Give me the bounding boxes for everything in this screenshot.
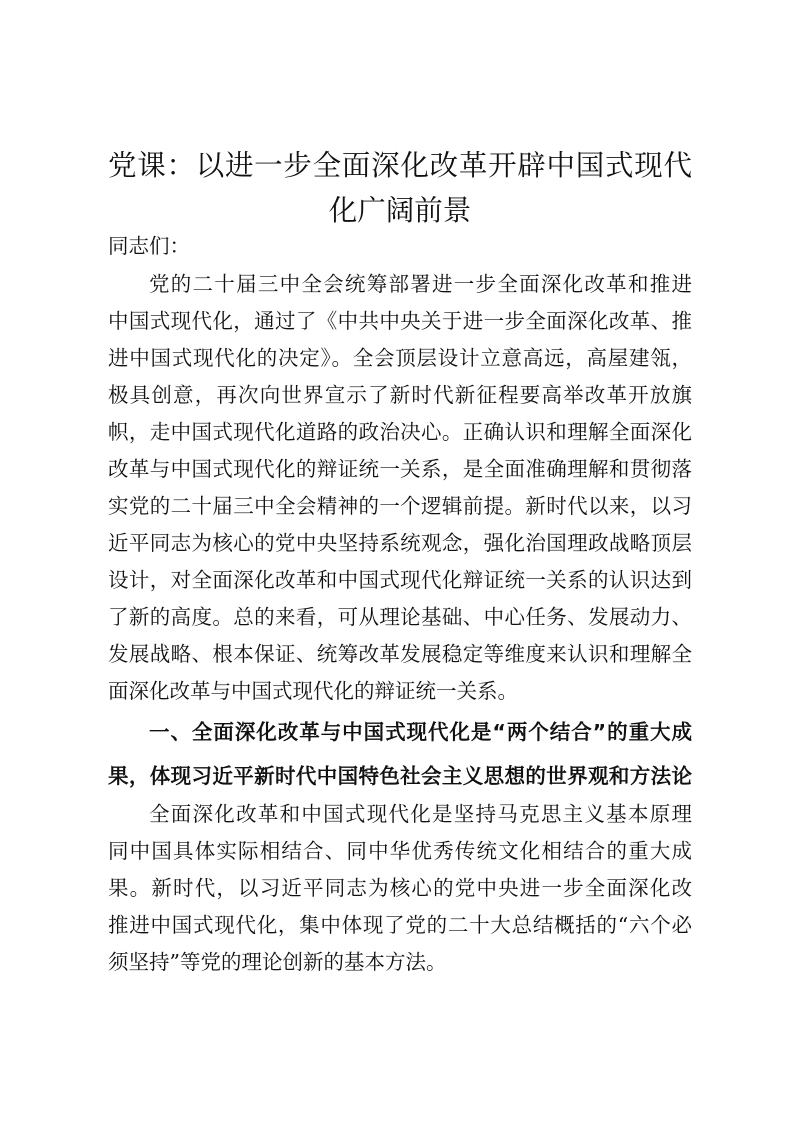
paragraph-line: 面深化改革与中国式现代化的辩证统一关系。 [108, 679, 518, 703]
heading-line: 果，体现习近平新时代中国特色社会主义思想的世界观和方法论 [108, 764, 692, 788]
paragraph-line: 果。新时代，以习近平同志为核心的党中央进一步全面深化改 [108, 876, 692, 900]
section-heading-1 [108, 710, 692, 798]
heading-line: 一、全面深化改革与中国式现代化是“两个结合”的重大成 [149, 720, 692, 744]
page-title [108, 143, 692, 233]
paragraph-line: 进中国式现代化的决定》。全会顶层设计立意高远，高屋建瓴， [108, 346, 692, 370]
paragraph-1 [108, 266, 692, 710]
paragraph-line: 同中国具体实际相结合、同中华优秀传统文化相结合的重大成 [108, 839, 692, 863]
title-line: 党课：以进一步全面深化改革开辟中国式现代 [108, 149, 692, 182]
paragraph-line: 了新的高度。总的来看，可从理论基础、中心任务、发展动力、 [108, 605, 692, 629]
paragraph-line: 发展战略、根本保证、统筹改革发展稳定等维度来认识和理解全 [108, 642, 692, 666]
paragraph-line: 推进中国式现代化，集中体现了党的二十大总结概括的“六个必 [108, 913, 692, 937]
paragraph-line: 设计，对全面深化改革和中国式现代化辩证统一关系的认识达到 [108, 568, 692, 592]
paragraph-line: 全面深化改革和中国式现代化是坚持马克思主义基本原理 [149, 802, 692, 826]
paragraph-line: 近平同志为核心的党中央坚持系统观念，强化治国理政战略顶层 [108, 531, 692, 555]
paragraph-line: 改革与中国式现代化的辩证统一关系，是全面准确理解和贯彻落 [108, 457, 692, 481]
paragraph-line: 实党的二十届三中全会精神的一个逻辑前提。新时代以来，以习 [108, 494, 692, 518]
title-line: 化广阔前景 [328, 194, 472, 227]
paragraph-2 [108, 796, 692, 981]
paragraph-line: 极具创意，再次向世界宣示了新时代新征程要高举改革开放旗 [108, 383, 692, 407]
paragraph-line: 帜，走中国式现代化道路的政治决心。正确认识和理解全面深化 [108, 420, 692, 444]
paragraph-line: 中国式现代化，通过了《中共中央关于进一步全面深化改革、推 [108, 309, 692, 333]
paragraph-line: 党的二十届三中全会统筹部署进一步全面深化改革和推进 [149, 272, 692, 296]
salutation: 同志们： [108, 234, 190, 258]
paragraph-line: 须坚持”等党的理论创新的基本方法。 [108, 950, 447, 974]
